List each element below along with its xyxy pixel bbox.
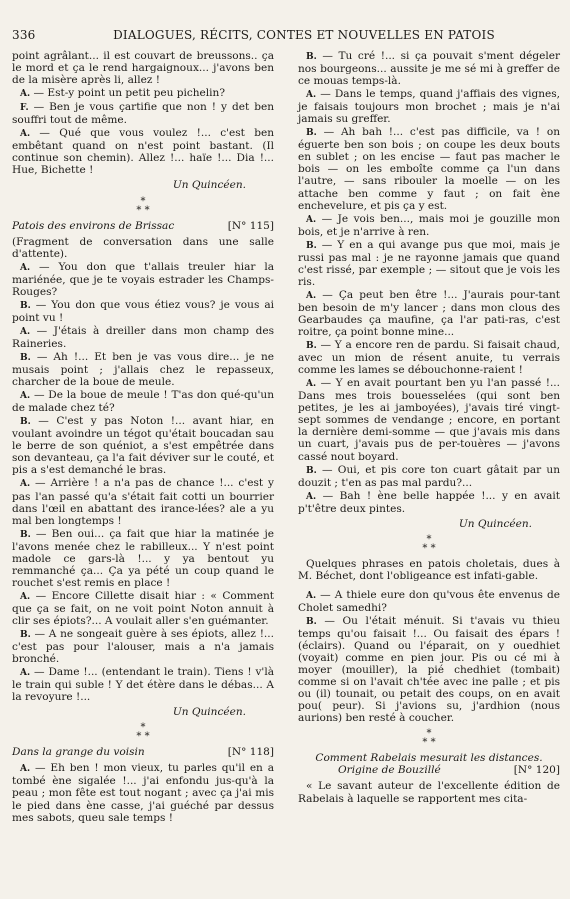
signature: Un Quincéen. — [458, 517, 532, 530]
dialogue-line: A. — Dame !... (entendant le train). Tiens ! v'là le train qui suble ! Y det étère dans le débas... A la revoyure !... — [12, 666, 274, 704]
dialogue-line: A. — Encore Cillette disait hiar : « Comment que ça se fait, on ne voit point Noton annuit à clir ses épiots?... A voulait aller s'en guémanter. — [12, 589, 275, 627]
dialogue-line: A. — Arrière ! a n'a pas de chance !... c'est y pas l'an passé qu'a s'était fait cotti un bourrier dans l'œil en abattant des irance-lées? ale a yu mal ben longtemps ! — [12, 477, 274, 527]
dialogue-line: F. — Ben je vous çartifie que non ! y det ben souffri tout de même. — [12, 101, 274, 127]
dialogue-line: A. — Bah ! ène belle happée !... y en avait p't'être deux pintes. — [298, 489, 560, 515]
dialogue-line: A. — Eh ben ! mon vieux, tu parles qu'il en a tombé ène sigalée !... j'ai enfondu jus-qu'à la peau ; mon fête est tout nogant ; avec ça j'ai mis le pied dans ène casse, j'ai guéché par dessus mes sabots, queu sale temps ! — [12, 762, 274, 824]
paragraph: point agrâlant... il est couvart de breussons.. ça le mord et ça le rend hargaignoux... j'avons ben de la misère après li, allez ! — [12, 50, 274, 87]
dialogue-line: A. — Y en avait pourtant ben yu l'an passé !... Dans mes trois bouesselées (qui sont ben petites, je les ai jamboyées), j'avais tiré vingt-sept sommes de vendange ; encore, en portant la dernière demi-somme — que j'avais mis dans un cuart, j'avais pus de per-touères — j'avons cassé nout boyard. — [298, 377, 560, 463]
page-number: 336 — [12, 28, 36, 42]
section-number: [N° 120] — [513, 764, 560, 777]
paragraph: (Fragment de conversation dans une salle d'attente). — [12, 235, 274, 260]
section-separator: * * * — [136, 722, 150, 743]
dialogue-line: A. — Dans le temps, quand j'affiais des vignes, je faisais toujours mon brochet ; mais je n'ai jamais su greffer. — [298, 88, 560, 126]
section-number: [N° 118] — [227, 746, 274, 759]
dialogue-line: A. — A thiele eure don qu'vous ête envenus de Cholet samedhi? — [298, 588, 561, 614]
section-title: Comment Rabelais mesurait les distances. — [315, 752, 543, 765]
signature: Un Quincéen. — [172, 706, 246, 719]
section-title: Patois des environs de Brissac — [12, 219, 175, 232]
dialogue-line: B. — A ne songeait guère à ses épiots, allez !... c'est pas pour l'alouser, mais a n'a jamais bronché. — [12, 628, 274, 666]
dialogue-line: A. — Qué que vous voulez !... c'est ben embêtant quand on n'est point bastant. (Il continue son chemin). Allez !... haïe !... Dia !... Hue, Bichette ! — [12, 127, 274, 177]
dialogue-line: B. — Y a encore ren de pardu. Si faisait chaud, avec un mion de résent anuite, tu verrais comme les lames se débouchonne-raient ! — [298, 339, 560, 377]
section-separator: * * * — [136, 195, 150, 216]
section-separator: * * * — [422, 533, 436, 554]
dialogue-line: A. — De la boue de meule ! T'as don qué-qu'un de malade chez té? — [12, 389, 274, 415]
dialogue-line: A. — Je vois ben..., mais moi je gouzille mon bois, et je n'arrive à ren. — [298, 212, 560, 238]
page-header — [12, 28, 558, 42]
right-column — [298, 50, 560, 806]
section-title: Dans la grange du voisin — [12, 746, 145, 759]
dialogue-line: B. — You don que vous étiez vous? je vous ai point vu ! — [12, 298, 274, 324]
running-title: DIALOGUES, RÉCITS, CONTES ET NOUVELLES EN PATOIS — [113, 28, 495, 42]
section-heading — [12, 746, 274, 758]
dialogue-line: B. — Y en a qui avange pus que moi, mais je russi pas mal : je ne rayonne jamais que quand c'est rissé, par exemple ; — sitout que je vois les ris. — [298, 238, 560, 288]
dialogue-line: A. — You don que t'allais treuler hiar la mariénée, que je te voyais estrader les Champs-Rouges? — [12, 260, 274, 298]
dialogue-line: B. — Tu cré !... si ça pouvait s'ment dégeler nos bourgeons... aussite je me sé mi à greffer de ce mouas temps-là. — [298, 50, 560, 88]
dialogue-line: A. — Est-y point un petit peu pichelin? — [20, 87, 225, 100]
dialogue-line: B. — C'est y pas Noton !... avant hiar, en voulant avoindre un tégot qu'était boucadan sau le berre de son quéniot, a s'est empêtrée dans son devanteau, ça l'a fait déviver sur le couté, et pis a s'est demanché le bras. — [12, 415, 274, 477]
signature: Un Quincéen. — [172, 179, 246, 192]
section-heading — [298, 752, 560, 776]
section-number: [N° 115] — [227, 219, 274, 232]
section-separator: * * * — [422, 728, 436, 749]
paragraph: Quelques phrases en patois choletais, dues à M. Béchet, dont l'obligeance est infati-gable. — [298, 557, 560, 582]
dialogue-line: B. — Ah !... Et ben je vas vous dire... je ne musais point ; j'allais chez le repasseux, charcher de la boue de meule. — [12, 350, 274, 389]
dialogue-line: B. — Ou l'était ménuit. Si t'avais vu thieu temps qu'ou faisait !... Ou faisait des épars ! (éclairs). Quand ou l'éparait, on y ouedhiet (voyait) comme en pien jour. Pis ou cé mi à moyer (mouiller), la pié chedhiet (tombait) comme si on l'avait ch'tée avec ine palle ; et pis ou (il) tounait, ou petait des coups, on en avait pou( peur). Si j'avions su, j'ardhion (nous aurions) ben resté à coucher. — [298, 614, 560, 725]
dialogue-line: A. — J'étais à dreiller dans mon champ des Raineries. — [12, 324, 274, 350]
dialogue-line: A. — Ça peut ben être !... J'aurais pour-tant ben besoin de m'y lancer ; dans mon clous des Gearbaudes ça maufine, ça l'ar pati-ras, c'est roitre, ça point bonne mine... — [298, 288, 560, 339]
dialogue-line: B. — Ah bah !... c'est pas difficile, va ! on éguerte ben son bois ; on coupe les deux bouts en sublet ; on les encise — faut pas macher le bois — on les emboîte comme ça l'un dans l'autre, — sans ribouler la moelle — on les attache ben comme y faut ; on fait ène enchevelure, et pis ça y est. — [298, 126, 560, 212]
paragraph: « Le savant auteur de l'excellente édition de Rabelais à laquelle se rapportent mes cita- — [298, 780, 560, 805]
section-heading — [12, 220, 274, 232]
left-column — [12, 50, 274, 825]
dialogue-line: B. — Oui, et pis core ton cuart gâtait par un douzit ; t'en as pas mal pardu?... — [298, 463, 560, 489]
section-subtitle: Origine de Bouzillé — [338, 764, 441, 777]
dialogue-line: B. — Ben oui... ça fait que hiar la matinée je l'avons menée chez le rabilleux... Y n'est point madole ce gars-là !... y ya bentout yu remmanché ça... Ça ya pété un coup quand le rouchet s'est remis en place ! — [12, 527, 274, 589]
